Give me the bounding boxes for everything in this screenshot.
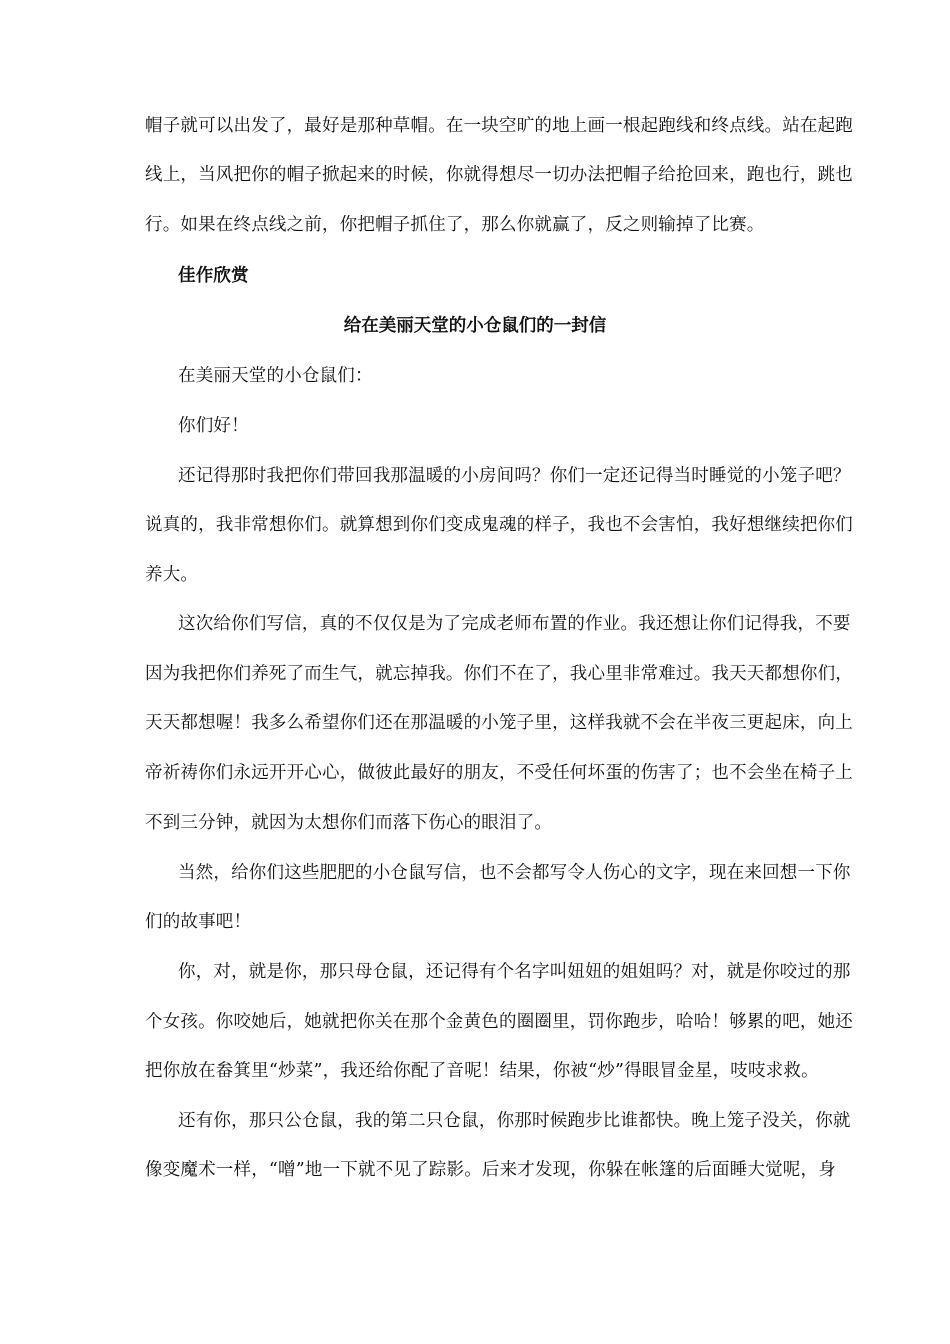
paragraph-5-line-1: 还有你，那只公仓鼠，我的第二只仓鼠，你那时候跑步比谁都快。晚上笼子没关，你就: [178, 1111, 851, 1131]
paragraph-1-line-2: 说真的，我非常想你们。就算想到你们变成鬼魂的样子，我也不会害怕，我好想继续把你们: [145, 515, 853, 535]
paragraph-2-line-4: 帝祈祷你们永远开开心心，做彼此最好的朋友，不受任何坏蛋的伤害了；也不会坐在椅子上: [145, 763, 853, 783]
essay-title: 给在美丽天堂的小仓鼠们的一封信: [343, 316, 607, 336]
paragraph-2-line-3: 天天都想喔！我多么希望你们还在那温暖的小笼子里，这样我就不会在半夜三更起床，向上: [145, 713, 853, 733]
section-heading: 佳作欣赏: [178, 266, 249, 286]
paragraph-1-line-1: 还记得那时我把你们带回我那温暖的小房间吗？你们一定还记得当时睡觉的小笼子吧？: [178, 466, 851, 486]
paragraph-3-line-2: 们的故事吧！: [145, 912, 252, 932]
paragraph-2-line-5: 不到三分钟，就因为太想你们而落下伤心的眼泪了。: [145, 813, 553, 833]
paragraph-5-line-2: 像变魔术一样，“噌”地一下就不见了踪影。后来才发现，你躲在帐篷的后面睡大觉呢，身: [145, 1160, 836, 1180]
paragraph-2-line-2: 因为我把你们养死了而生气，就忘掉我。你们不在了，我心里非常难过。我天天都想你们，: [145, 664, 853, 684]
paragraph-3-line-1: 当然，给你们这些肥肥的小仓鼠写信，也不会都写令人伤心的文字，现在来回想一下你: [178, 863, 851, 883]
paragraph-2-line-1: 这次给你们写信，真的不仅仅是为了完成老师布置的作业。我还想让你们记得我，不要: [178, 614, 851, 634]
intro-line-1: 帽子就可以出发了，最好是那种草帽。在一块空旷的地上画一根起跑线和终点线。站在起跑: [145, 116, 853, 136]
intro-line-2: 线上，当风把你的帽子掀起来的时候，你就得想尽一切办法把帽子给抢回来，跑也行，跳也: [145, 165, 853, 185]
paragraph-4-line-1: 你，对，就是你，那只母仓鼠，还记得有个名字叫妞妞的姐姐吗？对，就是你咬过的那: [178, 962, 851, 982]
salutation: 在美丽天堂的小仓鼠们：: [178, 366, 373, 386]
paragraph-4-line-3: 把你放在畚箕里“炒菜”，我还给你配了音呢！结果，你被“炒”得眼冒金星，吱吱求救。: [145, 1061, 819, 1081]
intro-line-3: 行。如果在终点线之前，你把帽子抓住了，那么你就赢了，反之则输掉了比赛。: [145, 215, 765, 235]
paragraph-4-line-2: 个女孩。你咬她后，她就把你关在那个金黄色的圈圈里，罚你跑步，哈哈！够累的吧，她还: [145, 1012, 853, 1032]
paragraph-1-line-3: 养大。: [145, 565, 199, 585]
greeting: 你们好！: [178, 416, 249, 436]
